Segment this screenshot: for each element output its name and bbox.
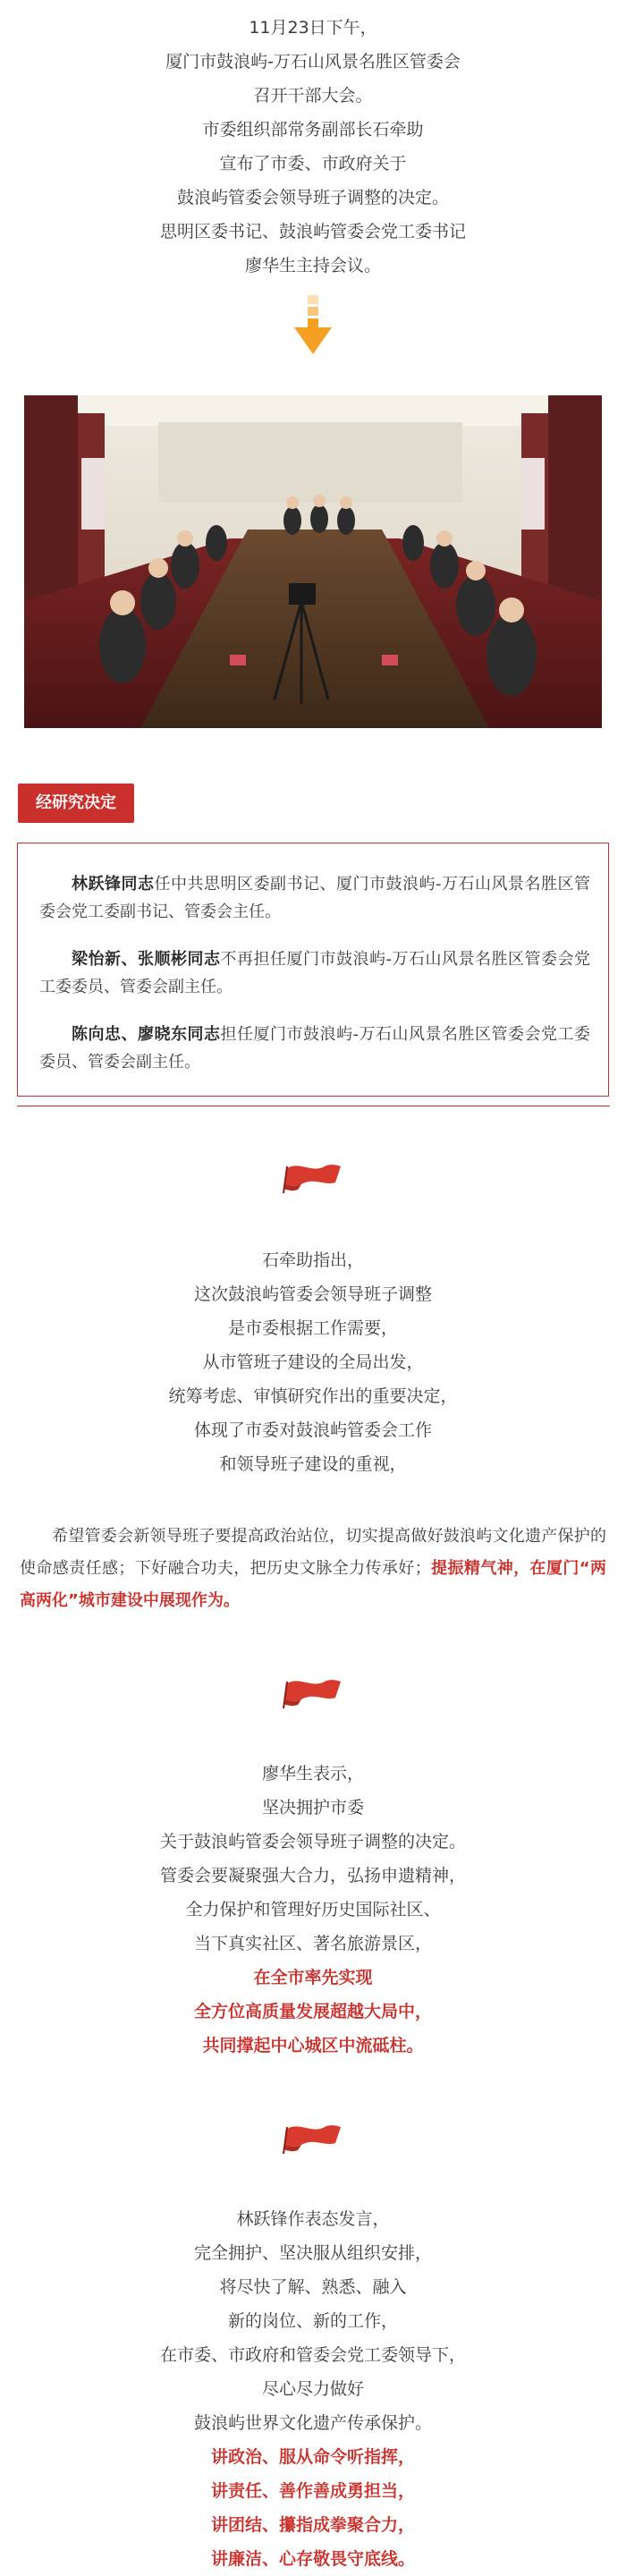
down-arrow-icon xyxy=(0,295,626,360)
decision-text: 任中共思明区委副书记、厦门市鼓浪屿-万石山风景名胜区管委会党工委副书记、管委会主任。 xyxy=(39,875,590,921)
section-tag: 经研究决定 xyxy=(18,784,134,823)
quote-line: 鼓浪屿世界文化遗产传承保护。 xyxy=(193,2413,432,2433)
quote-line: 在市委、市政府和管委会党工委领导下， xyxy=(159,2345,466,2365)
quote-shi xyxy=(0,1243,626,1481)
quote-line: 完全拥护、坚决服从组织安排， xyxy=(193,2243,432,2263)
quote-line: 廖华生表示， xyxy=(261,1764,364,1784)
quote-line: 这次鼓浪屿管委会领导班子调整 xyxy=(193,1284,432,1304)
quote-line: 石牵助指出， xyxy=(261,1250,364,1270)
quote-line: 尽心尽力做好 xyxy=(261,2379,364,2399)
red-flag-icon xyxy=(0,2120,626,2156)
quote-line: 体现了市委对鼓浪屿管委会工作 xyxy=(193,1420,432,1440)
intro-line: 思明区委书记、鼓浪屿管委会党工委书记 xyxy=(159,222,466,242)
expectation-paragraph xyxy=(20,1521,606,1617)
decision-text: 不再担任厦门市鼓浪屿-万石山风景名胜区管委会党工委委员、管委会副主任。 xyxy=(39,950,590,996)
quote-lin xyxy=(0,2202,626,2576)
quote-highlight-line: 在全市率先实现 xyxy=(253,1968,373,1987)
quote-line: 林跃锋作表态发言， xyxy=(236,2209,390,2229)
quote-highlight-line: 讲责任、善作善成勇担当， xyxy=(210,2481,415,2501)
intro-line: 召开干部大会。 xyxy=(253,86,373,106)
decision-box xyxy=(17,843,609,1097)
quote-line: 是市委根据工作需要， xyxy=(227,1318,398,1338)
intro-line: 鼓浪屿管委会领导班子调整的决定。 xyxy=(176,188,449,208)
quote-line: 管委会要凝聚强大合力，弘扬申遗精神， xyxy=(159,1866,466,1885)
intro-line: 11月23日下午， xyxy=(249,18,377,38)
paragraph-text: 希望管委会新领导班子要提高政治站位，切实提高做好鼓浪屿文化遗产保护的使命感责任感；下好融合功夫，把历史文脉全力传承好； xyxy=(20,1527,606,1578)
intro-block xyxy=(0,0,626,283)
quote-line: 和领导班子建设的重视， xyxy=(219,1454,407,1474)
red-flag-icon xyxy=(0,1159,626,1195)
intro-line: 廖华生主持会议。 xyxy=(244,256,381,275)
quote-line: 当下真实社区、著名旅游景区， xyxy=(193,1934,432,1953)
quote-highlight-line: 共同撑起中心城区中流砥柱。 xyxy=(202,2036,424,2055)
quote-line: 坚决拥护市委 xyxy=(261,1798,364,1818)
intro-line: 市委组织部常务副部长石牵助 xyxy=(202,120,424,140)
quote-highlight-line: 讲团结、攥指成拳聚合力， xyxy=(210,2515,415,2535)
paragraph-highlight: 提振精气神，在厦门“两高两化”城市建设中展现作为。 xyxy=(20,1559,606,1610)
quote-highlight-line: 全方位高质量发展超越大局中， xyxy=(193,2002,432,2021)
decision-names: 陈向忠、廖晓东同志 xyxy=(72,1025,221,1044)
quote-line: 关于鼓浪屿管委会领导班子调整的决定。 xyxy=(159,1832,466,1852)
decision-item xyxy=(39,1021,590,1076)
quote-liao xyxy=(0,1757,626,2063)
quote-line: 统筹考虑、审慎研究作出的重要决定， xyxy=(168,1386,458,1406)
decision-text: 担任厦门市鼓浪屿-万石山风景名胜区管委会党工委委员、管委会副主任。 xyxy=(39,1025,590,1072)
quote-highlight-line: 讲政治、服从命令听指挥， xyxy=(210,2447,415,2467)
intro-line: 宣布了市委、市政府关于 xyxy=(219,154,407,174)
decision-item xyxy=(39,945,590,1001)
red-flag-icon xyxy=(0,1674,626,1710)
quote-line: 全力保护和管理好历史国际社区、 xyxy=(185,1900,441,1919)
decision-names: 梁怡新、张顺彬同志 xyxy=(72,950,221,969)
meeting-photo xyxy=(24,395,602,728)
quote-highlight-line: 讲廉洁、心存敬畏守底线。 xyxy=(210,2549,415,2569)
quote-line: 新的岗位、新的工作， xyxy=(227,2311,398,2331)
decision-item xyxy=(39,870,590,926)
intro-line: 厦门市鼓浪屿-万石山风景名胜区管委会 xyxy=(165,52,461,72)
quote-line: 将尽快了解、熟悉、融入 xyxy=(219,2277,407,2297)
quote-line: 从市管班子建设的全局出发， xyxy=(202,1352,424,1372)
decision-names: 林跃锋同志 xyxy=(72,875,155,894)
